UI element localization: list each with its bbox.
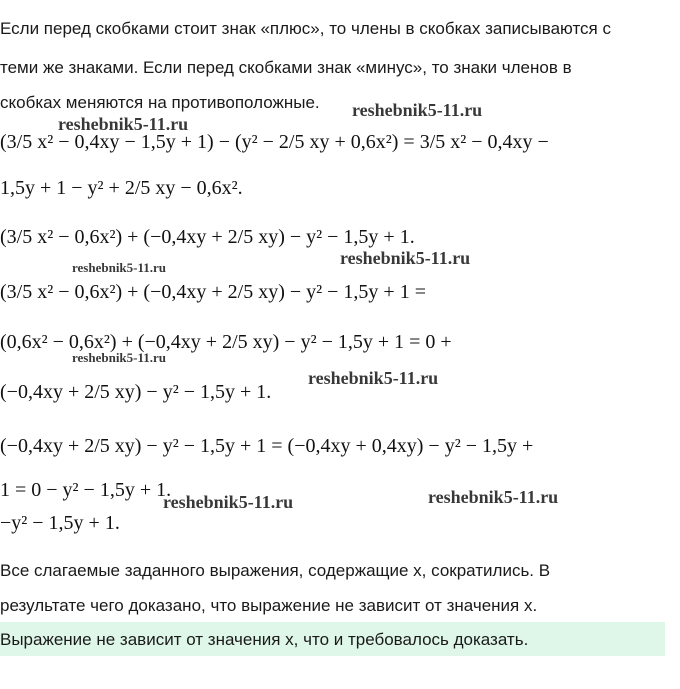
watermark: reshebnik5-11.ru: [163, 492, 294, 512]
watermark: reshebnik5-11.ru: [352, 100, 483, 120]
intro-line-1: Если перед скобками стоит знак «плюс», то члены в скобках записываются с: [0, 19, 611, 38]
math-line-6: (−0,4xy + 2/5 xy) − y² − 1,5y + 1.: [0, 381, 272, 403]
math-line-3: (3/5 x² − 0,6x²) + (−0,4xy + 2/5 xy) − y² − 1,5y + 1.: [0, 226, 415, 248]
math-line-7: (−0,4xy + 2/5 xy) − y² − 1,5y + 1 = (−0,4xy + 0,4xy) − y² − 1,5y +: [0, 435, 534, 457]
math-line-1: (3/5 x² − 0,4xy − 1,5y + 1) − (y² − 2/5 xy + 0,6x²) = 3/5 x² − 0,4xy −: [0, 131, 549, 153]
highlight-text: Выражение не зависит от значения x, что и требовалось доказать.: [0, 630, 529, 649]
math-line-9: −y² − 1,5y + 1.: [0, 512, 120, 534]
watermark: reshebnik5-11.ru: [72, 260, 167, 275]
math-line-4: (3/5 x² − 0,6x²) + (−0,4xy + 2/5 xy) − y² − 1,5y + 1 =: [0, 281, 426, 303]
intro-line-3: скобках меняются на противоположные.: [0, 93, 320, 112]
conclusion-line-1: Все слагаемые заданного выражения, содержащие x, сократились. В: [0, 561, 551, 580]
math-line-8: 1 = 0 − y² − 1,5y + 1.: [0, 479, 172, 501]
math-line-2: 1,5y + 1 − y² + 2/5 xy − 0,6x².: [0, 177, 243, 199]
watermark: reshebnik5-11.ru: [308, 368, 439, 388]
conclusion-line-2: результате чего доказано, что выражение не зависит от значения x.: [0, 596, 538, 615]
intro-line-2: теми же знаками. Если перед скобками знак «минус», то знаки членов в: [0, 58, 572, 77]
watermark: reshebnik5-11.ru: [340, 248, 471, 268]
math-line-5: (0,6x² − 0,6x²) + (−0,4xy + 2/5 xy) − y² − 1,5y + 1 = 0 +: [0, 331, 452, 353]
watermark: reshebnik5-11.ru: [428, 487, 559, 507]
watermark: reshebnik5-11.ru: [58, 114, 189, 134]
watermark: reshebnik5-11.ru: [72, 350, 167, 365]
